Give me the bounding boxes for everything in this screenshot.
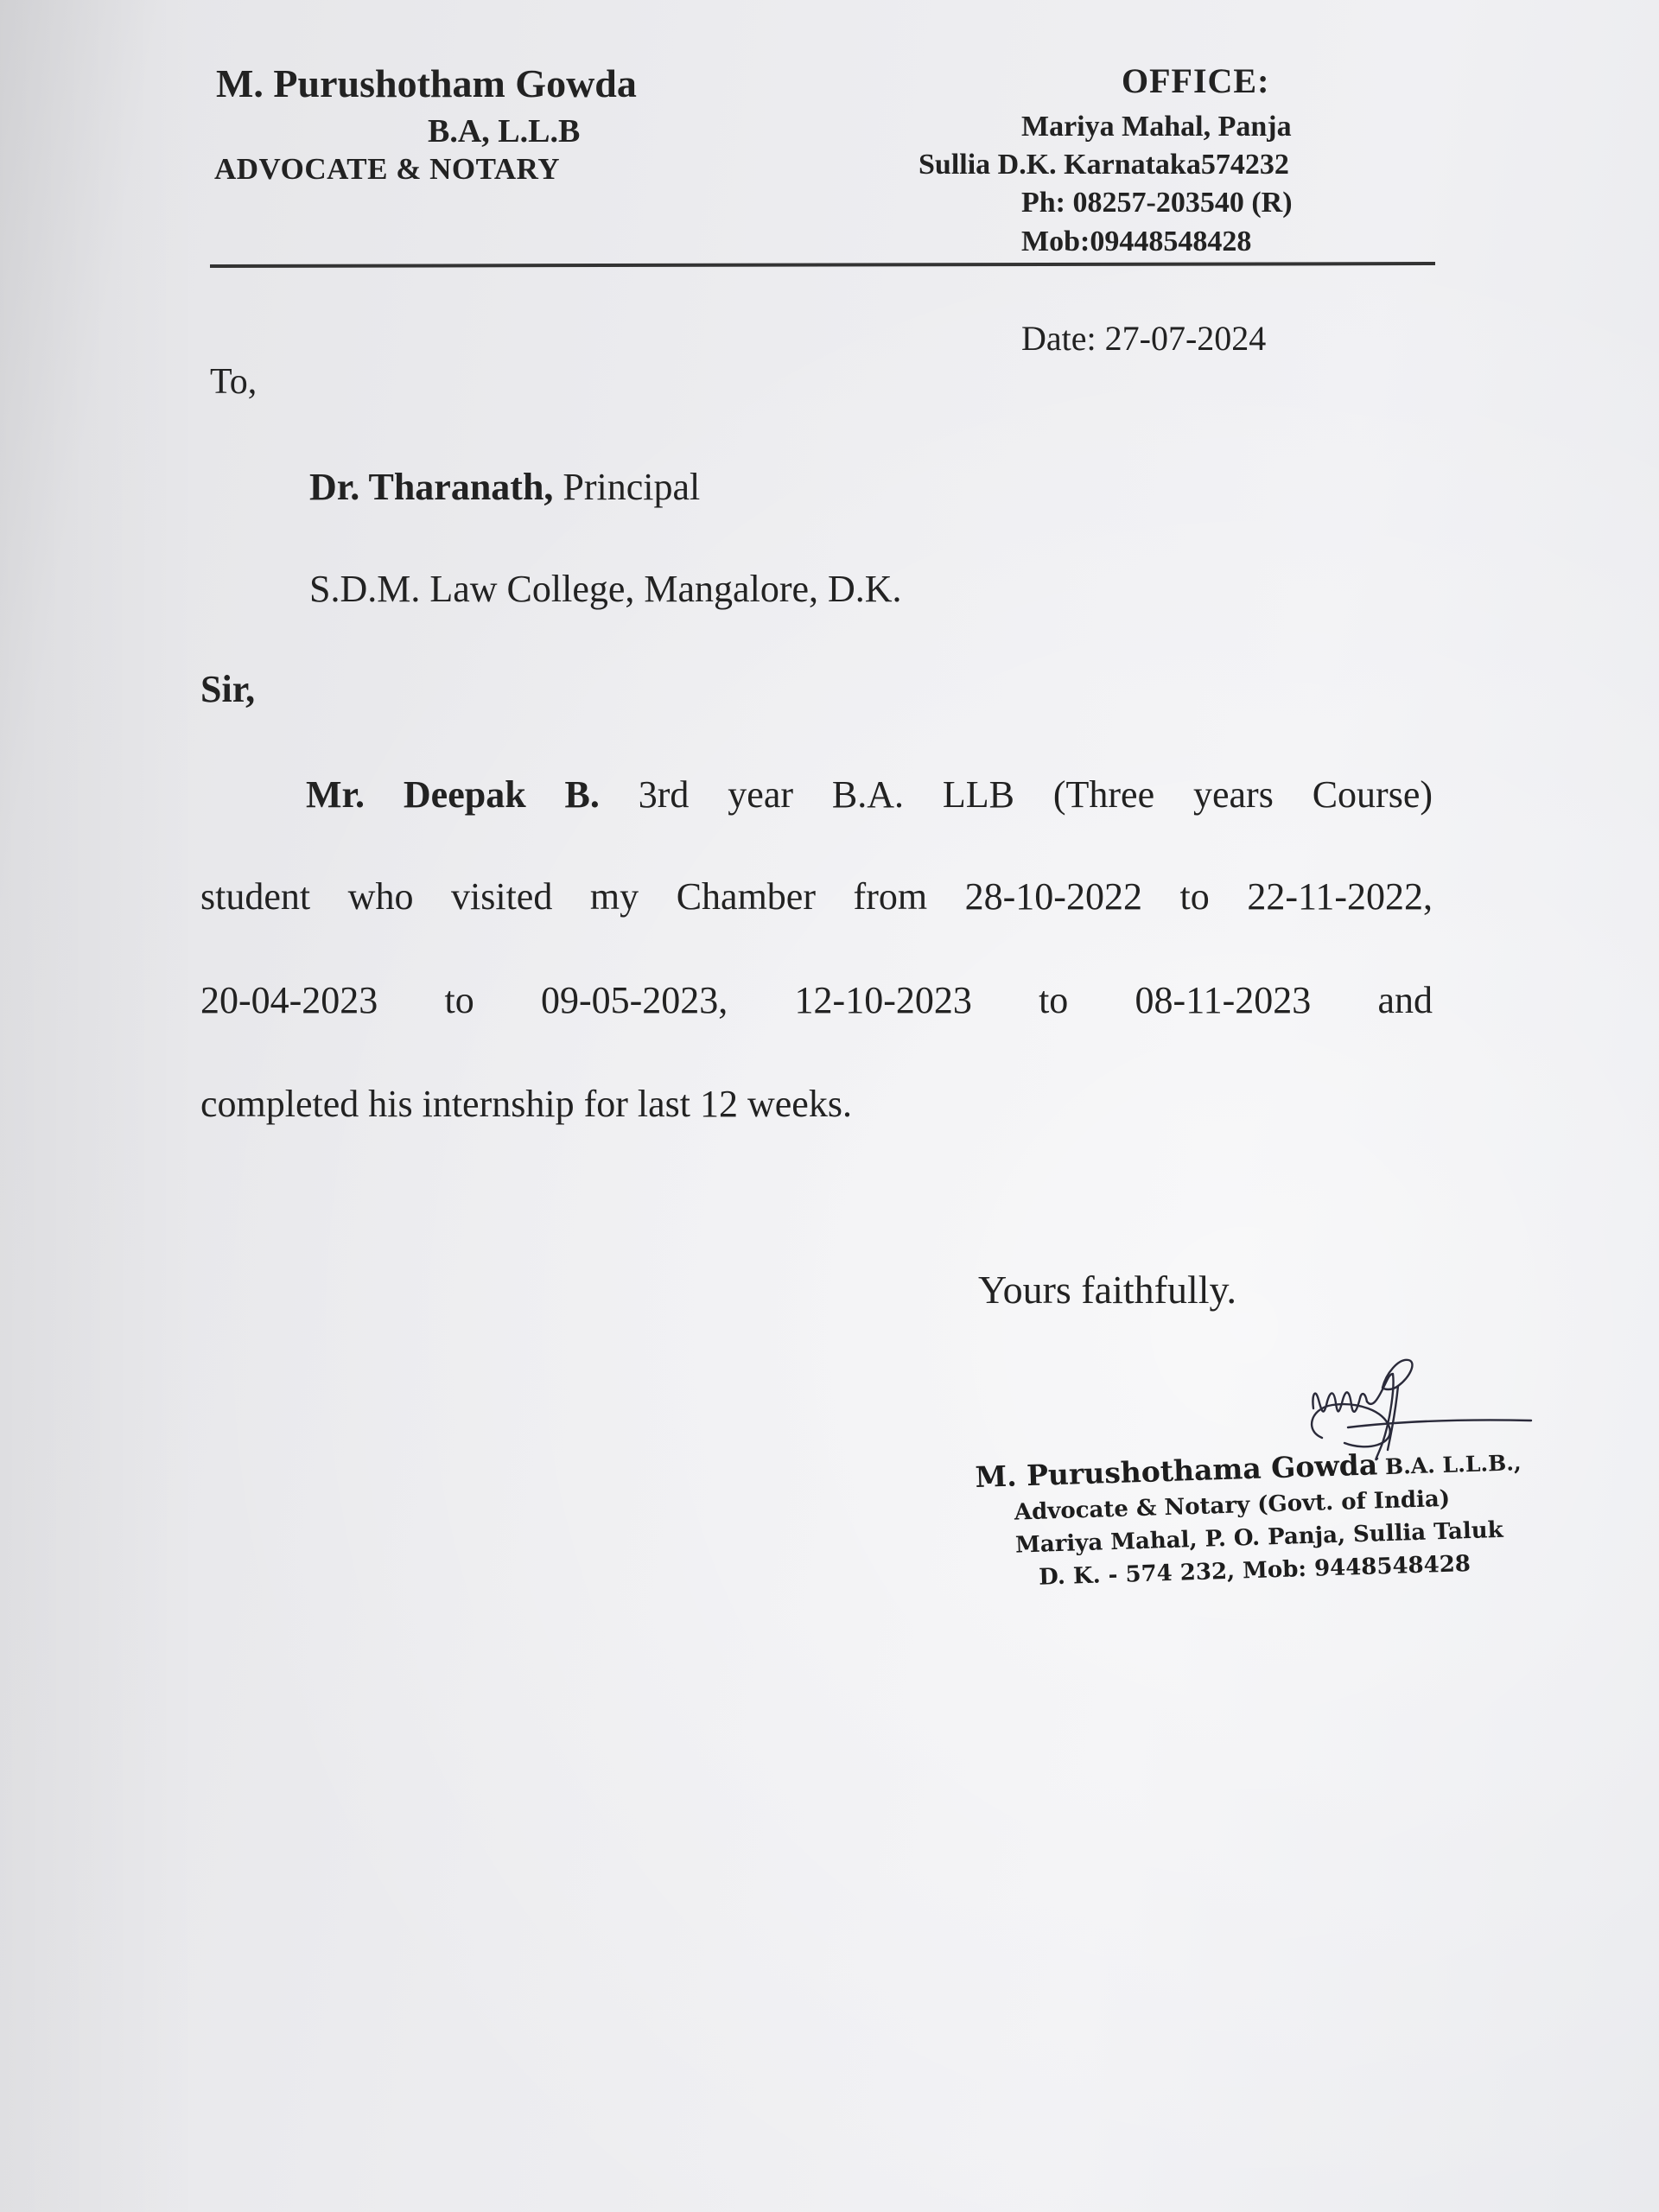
addressee [309, 465, 700, 509]
stamp-designation: Advocate & Notary (Govt. of India) [1014, 1485, 1451, 1526]
salutation: Sir, [200, 668, 256, 710]
body-line-3: 20-04-2023 to 09-05-2023, 12-10-2023 to 08-11-2023 and [200, 979, 1433, 1021]
stamp-degree: B.A. L.L.B., [1376, 1450, 1522, 1480]
office-address-line1: Mariya Mahal, Panja [1021, 111, 1292, 143]
office-phone: Ph: 08257-203540 (R) [1021, 187, 1293, 219]
body-line-1-text: 3rd year B.A. LLB (Three years Course) [599, 773, 1433, 816]
letterhead-role: ADVOCATE & NOTARY [214, 152, 560, 186]
office-heading: OFFICE: [1122, 61, 1270, 100]
stamp-name: M. Purushothama Gowda [975, 1447, 1378, 1494]
addressee-name: Dr. Tharanath, [309, 466, 554, 508]
closing: Yours faithfully. [978, 1268, 1237, 1312]
stamp-address: Mariya Mahal, P. O. Panja, Sullia Taluk [1014, 1516, 1504, 1559]
letter-to: To, [210, 362, 257, 402]
student-name: Mr. Deepak B. [306, 773, 600, 816]
letter-date: Date: 27-07-2024 [1021, 319, 1267, 358]
addressee-organization: S.D.M. Law College, Mangalore, D.K. [309, 568, 902, 610]
body-line-1 [200, 772, 1433, 817]
letterhead-divider [210, 262, 1435, 268]
stamp-contact: D. K. - 574 232, Mob: 9448548428 [1038, 1551, 1471, 1591]
office-mobile: Mob:09448548428 [1021, 226, 1252, 257]
advocate-stamp [975, 1444, 1522, 1592]
letterhead-name: M. Purushotham Gowda [216, 61, 637, 105]
letterhead-degree: B.A, L.L.B [428, 113, 581, 149]
body-line-2: student who visited my Chamber from 28-10-2022 to 22-11-2022, [200, 875, 1433, 918]
body-line-4: completed his internship for last 12 weeks. [200, 1083, 852, 1125]
addressee-title: Principal [553, 466, 701, 508]
office-address-line2: Sullia D.K. Karnataka574232 [918, 149, 1289, 181]
